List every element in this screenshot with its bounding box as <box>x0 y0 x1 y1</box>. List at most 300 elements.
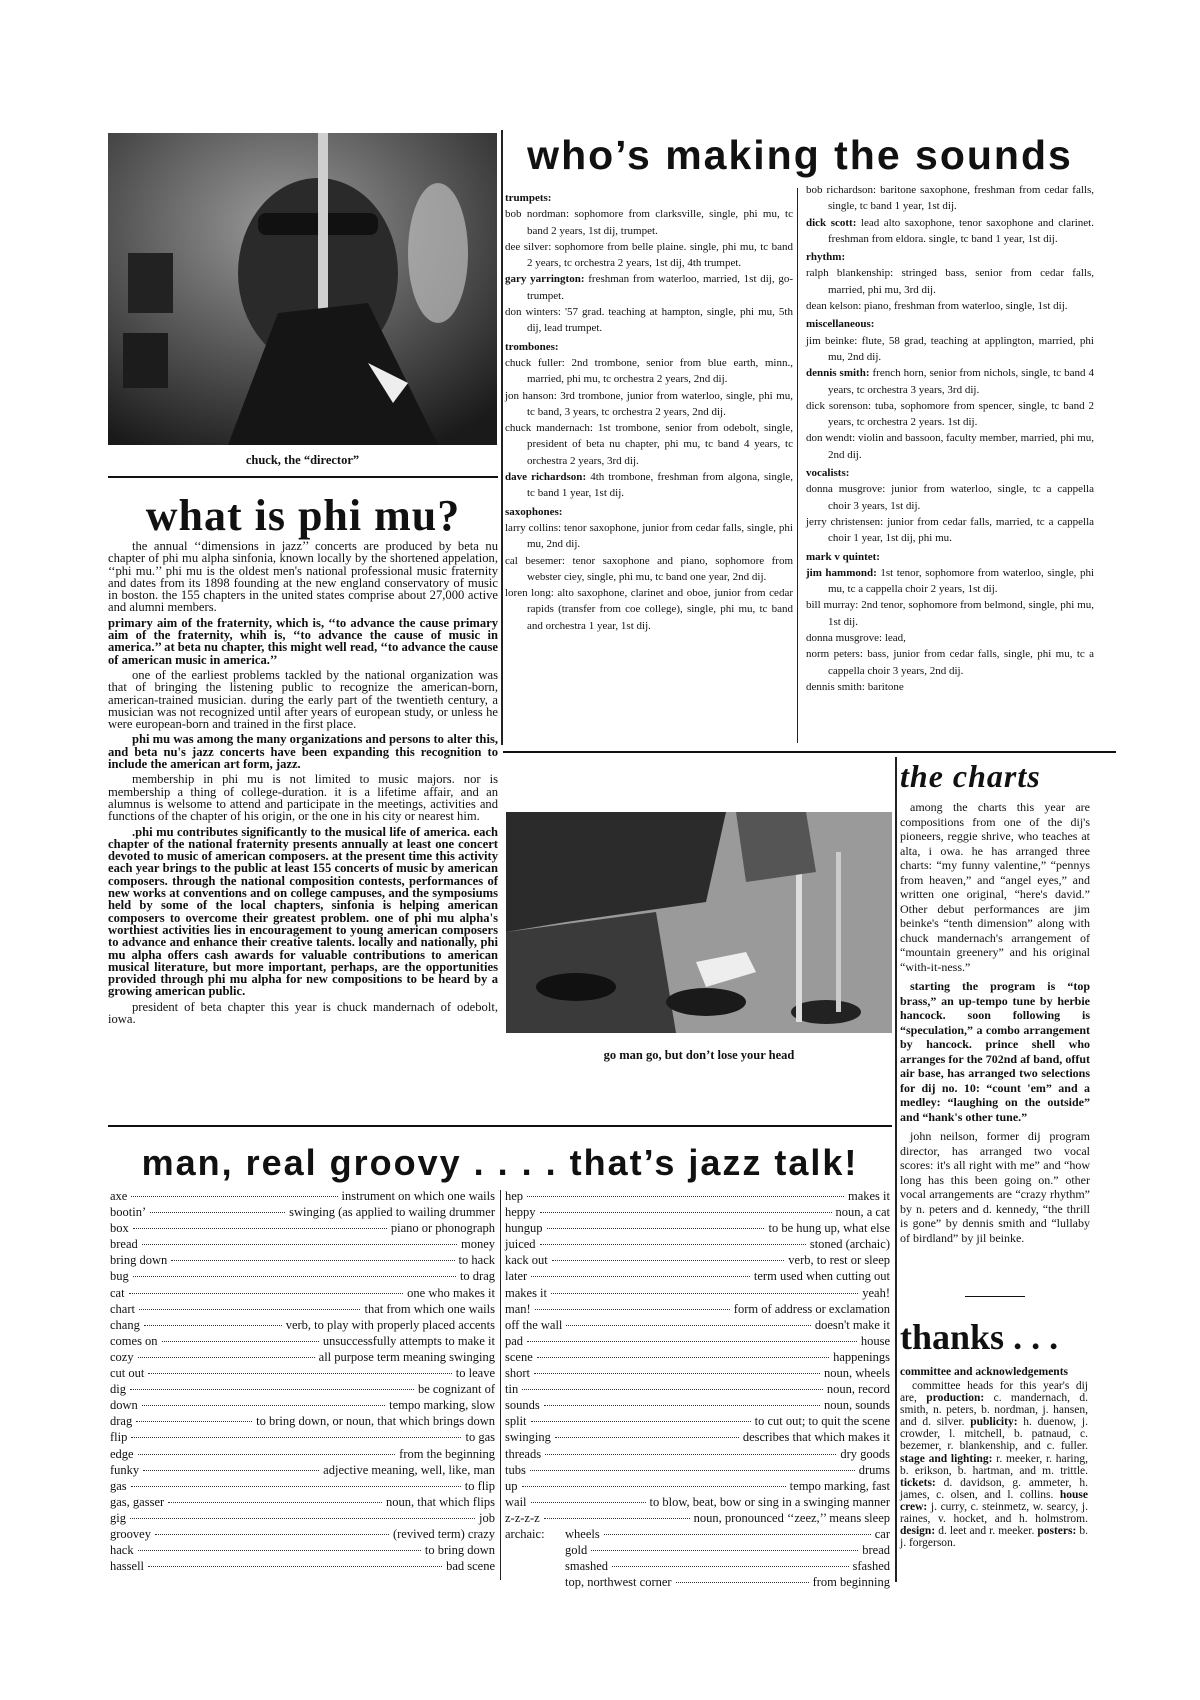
member-name: jerry christensen <box>806 515 881 528</box>
paragraph: phi mu was among the many organizations and persons to alter this, and beta nu's jazz concerts have been expanding this recognition to include the american art form, jazz. <box>108 732 498 772</box>
glossary-definition: house <box>860 1333 890 1348</box>
dot-leader <box>139 1309 360 1310</box>
colon: : <box>852 216 861 229</box>
glossary-term: swinging <box>505 1430 551 1445</box>
dot-leader <box>138 1454 396 1455</box>
glossary-term: man! <box>505 1301 531 1316</box>
roster-column-1 <box>505 188 793 634</box>
roster-section-heading: rhythm: <box>806 251 846 264</box>
glossary-term: dig <box>110 1382 126 1397</box>
roster-section-heading: trombones: <box>505 340 559 353</box>
glossary-row <box>505 1236 890 1252</box>
glossary-definition: to hack <box>458 1253 495 1268</box>
glossary-definition: noun, sounds <box>824 1398 890 1413</box>
glossary-term: drag <box>110 1414 133 1429</box>
glossary-row <box>505 1252 890 1268</box>
colon: : <box>873 566 881 579</box>
paragraph: .phi mu contributes significantly to the musical life of america. each chapter of the national fraternity presents annually at least one concert devoted to music of american composers. at the present time this activity each year brings to the public at least 155 concerts of music by american composers. through the national composition contests, performances of new works at conventions and on college campuses, and the symposiums held by some of the local chapters, sinfonia is helping american composers to overcome their greatest problem. one of phi mu alpha's worthiest activities lies in encouragement to young american composers to advance and enhance their creative talents. locally and nationally, phi mu alpha offers cash awards for valuable contributions to american musical literature, but more important, perhaps, are the opportunities provided through phi mu alpha for new compositions to be heard by a growing american public. <box>108 824 498 999</box>
glossary-term: short <box>505 1366 530 1381</box>
dot-leader <box>144 1325 282 1326</box>
dot-leader <box>531 1276 750 1277</box>
dot-leader <box>138 1550 421 1551</box>
member-name: jim beinke <box>806 334 855 347</box>
glossary-term: scene <box>505 1349 533 1364</box>
column-divider <box>895 757 897 1582</box>
member-name: bill murray <box>806 599 856 612</box>
archaic-label: archaic: <box>505 1526 545 1541</box>
glossary-term: smashed <box>565 1559 609 1574</box>
dot-leader <box>143 1470 319 1471</box>
dot-leader <box>612 1566 848 1567</box>
colon: : <box>852 432 859 445</box>
colon: : <box>879 632 885 645</box>
glossary-term: split <box>505 1414 527 1429</box>
member-name: dennis smith <box>806 367 866 380</box>
colon: : <box>558 521 564 534</box>
glossary-definition: to blow, beat, bow or sing in a swinging manner <box>649 1494 890 1509</box>
glossary-row <box>110 1446 495 1462</box>
glossary-row <box>505 1558 890 1574</box>
column-divider <box>500 1190 501 1580</box>
glossary-definition: noun, that which flips <box>385 1494 495 1509</box>
dot-leader <box>527 1341 857 1342</box>
glossary-term: hep <box>505 1189 524 1203</box>
glossary-row <box>505 1301 890 1317</box>
member-name: loren long <box>505 587 551 600</box>
glossary-definition: car <box>874 1526 890 1541</box>
roster-entry <box>806 646 1094 679</box>
glossary-term: cozy <box>110 1349 134 1364</box>
member-name: bob richardson <box>806 184 873 196</box>
dot-leader <box>136 1421 252 1422</box>
roster-entry <box>505 469 793 502</box>
thanks-committee-label: production: <box>926 1392 994 1405</box>
dot-leader <box>155 1534 389 1535</box>
dot-leader <box>551 1293 858 1294</box>
glossary-definition: bread <box>862 1543 890 1558</box>
roster-entry <box>505 206 793 239</box>
dot-leader <box>540 1244 806 1245</box>
glossary-term: cut out <box>110 1366 145 1381</box>
glossary-definition: from the beginning <box>399 1446 495 1461</box>
colon: : <box>589 422 598 435</box>
dot-leader <box>522 1389 823 1390</box>
glossary-term: up <box>505 1478 518 1493</box>
thanks-names: d. leet and r. meeker. <box>938 1525 1038 1538</box>
glossary-definition: to bring down, or noun, that which brings down <box>256 1414 495 1429</box>
glossary-row <box>505 1381 890 1397</box>
glossary-definition: that from which one wails <box>364 1301 495 1316</box>
dot-leader <box>130 1518 475 1519</box>
glossary-definition: all purpose term meaning swinging <box>318 1349 495 1364</box>
column-divider <box>501 130 503 745</box>
roster-entry <box>806 182 1094 215</box>
paragraph: one of the earliest problems tackled by the national organization was that of bringing the listening public to recognize the american-born, american-trained musician. during the early part of the twentieth century, a musician was not recognized until after years of european study, or unless he were european-born and trained in the first place. <box>108 667 498 732</box>
glossary-row <box>505 1317 890 1333</box>
glossary-definition: unsuccessfully attempts to make it <box>322 1333 495 1348</box>
glossary-row <box>110 1558 495 1574</box>
colon: : <box>859 648 868 661</box>
dot-leader <box>527 1196 844 1197</box>
colon: : <box>854 334 862 347</box>
glossary-term: juiced <box>505 1237 536 1252</box>
divider <box>108 476 498 478</box>
glossary-term: bug <box>110 1269 129 1284</box>
member-details: 1st trombone, senior from odebolt, single, president of beta nu chapter, phi mu, tc band 4 years, tc orchestra 2 years, 3rd dij. <box>527 422 793 467</box>
member-name: cal besemer <box>505 554 562 567</box>
roster-section-heading: mark v quintet: <box>806 550 880 563</box>
member-name: don wendt <box>806 432 853 445</box>
glossary-definition: job <box>479 1510 495 1525</box>
glossary-term: wail <box>505 1494 527 1509</box>
colon: : <box>561 356 572 369</box>
colon: : <box>880 515 888 528</box>
member-details: lead alto saxophone, tenor saxophone and clarinet. freshman from eldora. single, tc band 1 year, 1st dij. <box>828 216 1094 245</box>
glossary-term: sounds <box>505 1398 540 1413</box>
member-details: 1st tenor, sophomore from waterloo, single, phi mu, tc a cappella choir 2 years, 1st dij. <box>828 566 1094 596</box>
dot-leader <box>547 1228 765 1229</box>
roster-section-heading: vocalists: <box>806 467 850 480</box>
colon: : <box>561 554 573 567</box>
colon: : <box>580 273 589 286</box>
thanks-names: committee heads for this year's dij are, <box>900 1380 1088 1405</box>
roster-entry <box>505 520 793 553</box>
roster-entry <box>806 565 1094 598</box>
thanks-names: b. j. forgerson. <box>900 1525 1088 1550</box>
glossary-definition: swinging (as applied to wailing drummer <box>289 1205 495 1220</box>
member-name: donna musgrove <box>806 483 883 496</box>
glossary-row <box>110 1510 495 1526</box>
glossary-definition: to bring down <box>424 1543 495 1558</box>
glossary-row <box>110 1526 495 1542</box>
glossary-row <box>110 1285 495 1301</box>
dot-leader <box>531 1421 751 1422</box>
glossary-term: kack out <box>505 1253 548 1268</box>
glossary-definition: describes that which makes it <box>742 1430 890 1445</box>
glossary-term: gas, gasser <box>110 1494 165 1509</box>
glossary-row <box>110 1494 495 1510</box>
glossary-definition: drums <box>858 1462 890 1477</box>
dot-leader <box>138 1357 315 1358</box>
glossary-definition: one who makes it <box>407 1285 495 1300</box>
dot-leader <box>537 1357 829 1358</box>
member-details: 3rd trombone, junior from waterloo, single, phi mu, tc band, 3 years, tc orchestra 2 years, 2nd dij. <box>527 389 793 418</box>
glossary-row <box>505 1397 890 1413</box>
dot-leader <box>171 1260 454 1261</box>
dot-leader <box>142 1405 385 1406</box>
dot-leader <box>545 1454 836 1455</box>
thanks-committee-label: house crew: <box>900 1488 1088 1513</box>
paragraph: john neilson, former dij program director, has arranged two vocal scores: it's all right with me” and “how long has this been going on.” other vocal arrangements are “crazy rhythm” by n. peters and d. kennedy, “the thrill is gone” by dennis smith and “lullaby of birdland” by jil beinke. <box>900 1129 1090 1245</box>
glossary-definition: piano or phonograph <box>390 1221 495 1236</box>
member-name: dick scott <box>806 216 853 229</box>
glossary-row <box>110 1478 495 1494</box>
colon: : <box>582 471 591 484</box>
thanks-committee-label: tickets: <box>900 1476 944 1489</box>
glossary-row <box>505 1285 890 1301</box>
roster-entry <box>806 630 1094 646</box>
roster-column-2 <box>806 182 1094 695</box>
glossary-row <box>505 1542 890 1558</box>
glossary-definition: to gas <box>465 1430 495 1445</box>
glossary-row <box>110 1349 495 1365</box>
member-name: dean kelson <box>806 300 859 313</box>
member-name: bob nordman <box>505 208 566 221</box>
glossary-definition: form of address or exclamation <box>733 1301 890 1316</box>
colon: : <box>867 399 875 412</box>
thanks-committee-label: posters: <box>1037 1525 1080 1538</box>
glossary-term: hassell <box>110 1559 145 1574</box>
glossary-column-1 <box>110 1188 495 1574</box>
glossary-row <box>110 1413 495 1429</box>
dot-leader <box>534 1373 820 1374</box>
roster-entry <box>806 333 1094 366</box>
glossary-row <box>110 1188 495 1204</box>
colon: : <box>565 208 575 221</box>
photo1-caption: chuck, the “director” <box>245 453 360 467</box>
colon: : <box>890 267 902 280</box>
glossary-row <box>110 1429 495 1445</box>
member-name: norm peters <box>806 648 860 661</box>
glossary-definition: tempo marking, slow <box>389 1398 495 1413</box>
member-name: dennis smith <box>806 680 862 693</box>
glossary-row <box>110 1204 495 1220</box>
member-details: junior from cedar falls, married, tc a cappella choir 1 year, 1st dij, phi mu. <box>828 515 1095 545</box>
glossary-row <box>505 1268 890 1284</box>
member-name: don winters <box>505 306 558 319</box>
glossary-definition: adjective meaning, well, like, man <box>323 1462 495 1477</box>
glossary-row <box>505 1429 890 1445</box>
roster-title: who’s making the sounds <box>527 132 1073 178</box>
glossary-definition: (revived term) crazy <box>392 1526 495 1541</box>
member-details: '57 grad. teaching at hampton, single, phi mu, 5th dij, lead trumpet. <box>527 306 793 335</box>
glossary-term: hungup <box>505 1221 543 1236</box>
dot-leader <box>150 1212 285 1213</box>
photo-chuck-director <box>108 133 497 445</box>
roster-entry <box>806 514 1094 547</box>
dot-leader <box>148 1566 442 1567</box>
glossary-definition: money <box>460 1237 495 1252</box>
dot-leader <box>131 1196 337 1197</box>
dot-leader <box>530 1470 855 1471</box>
member-name: donna musgrove <box>806 632 880 645</box>
member-details: freshman from waterloo, married, 1st dij, go-trumpet. <box>527 273 794 302</box>
glossary-definition: to flip <box>464 1478 495 1493</box>
colon: : <box>861 680 868 693</box>
glossary-row <box>110 1268 495 1284</box>
member-details: sophomore from clarksville, single, phi mu, tc band 2 years, 1st dij, trumpet. <box>527 208 793 237</box>
glossary-row <box>505 1349 890 1365</box>
glossary-title: man, real groovy . . . . that’s jazz talk! <box>141 1142 859 1183</box>
glossary-term: flip <box>110 1430 128 1445</box>
member-details: bass, junior from cedar falls, single, phi mu, tc a cappella choir 3 years, 2nd dij. <box>828 648 1095 677</box>
roster-entry <box>806 298 1094 314</box>
dot-leader <box>130 1389 414 1390</box>
glossary-term: chart <box>110 1301 135 1316</box>
glossary-definition: verb, to play with properly placed accents <box>285 1317 495 1332</box>
member-details: tenor saxophone, junior from cedar falls, single, phi mu, 2nd dij. <box>527 521 793 551</box>
phimu-article <box>108 540 498 1028</box>
glossary-term: axe <box>110 1189 128 1203</box>
glossary-term: box <box>110 1221 129 1236</box>
member-details: french horn, senior from nichols, single, tc band 4 years, tc orchestra 3 years, 3rd dij. <box>828 367 1095 396</box>
paragraph: among the charts this year are compositions from one of the dij's pioneers, reggie shrive, who teaches at alta, i owa. he has arranged three charts: “my funny valentine,” “pennys from heaven,” and “angel eyes,” and written one original, “here's david.” Other debut performances are jim beinke's “tenth dimension” along with chuck mandernach's arrangement of “mountain greenery” and his original “with-it-ness.” <box>900 800 1090 974</box>
thanks-names: j. curry, c. steinmetz, w. searcy, j. raines, v. hocket, and h. holmstrom. <box>900 1500 1088 1526</box>
charts-title: the charts <box>900 758 1041 794</box>
glossary-definition: be cognizant of <box>417 1382 495 1397</box>
member-details: stringed bass, senior from cedar falls, married, phi mu, 3rd dij. <box>828 267 1094 296</box>
glossary-definition: noun, pronounced ‘‘zeez,’’ means sleep <box>693 1510 890 1525</box>
glossary-term: hack <box>110 1543 134 1558</box>
glossary-row <box>505 1510 890 1526</box>
dot-leader <box>162 1341 319 1342</box>
roster-entry <box>505 388 793 421</box>
member-details: sophomore from belle plaine. single, phi mu, tc band 2 years, tc orchestra 2 years, 1st dij, 4th trumpet. <box>527 240 793 270</box>
glossary-definition: dry goods <box>840 1446 890 1461</box>
glossary-term: cat <box>110 1285 125 1300</box>
glossary-row <box>110 1220 495 1236</box>
roster-entry <box>505 585 793 634</box>
dot-leader <box>544 1405 820 1406</box>
divider <box>503 751 1116 753</box>
thanks-committee-label: design: <box>900 1525 939 1538</box>
glossary-row <box>505 1333 890 1349</box>
glossary-definition: verb, to rest or sleep <box>788 1253 890 1268</box>
glossary-row <box>505 1574 890 1590</box>
glossary-row <box>110 1317 495 1333</box>
dot-leader <box>531 1502 646 1503</box>
glossary-term: threads <box>505 1446 542 1461</box>
member-details: 2nd tenor, sophomore from belmond, single, phi mu, 1st dij. <box>828 599 1095 628</box>
column-divider <box>797 188 798 743</box>
glossary-row <box>505 1365 890 1381</box>
paragraph: president of beta chapter this year is chuck mandernach of odebolt, iowa. <box>108 999 498 1026</box>
member-details: flute, 58 grad, teaching at applington, married, phi mu, 2nd dij. <box>828 334 1094 363</box>
glossary-row <box>505 1526 890 1542</box>
glossary-term: funky <box>110 1462 140 1477</box>
dot-leader <box>129 1293 404 1294</box>
glossary-term: pad <box>505 1333 524 1348</box>
member-name: jon hanson <box>505 389 554 402</box>
thanks-names: c. mandernach, d. smith, n. peters, b. nordman, j. hansen, and d. silver. <box>900 1392 1088 1429</box>
glossary-row <box>110 1397 495 1413</box>
glossary-definition: from beginning <box>812 1575 890 1590</box>
glossary-column-2 <box>505 1188 890 1590</box>
member-details: alto saxophone, clarinet and oboe, junior from cedar rapids (transfer from coe college), single, phi mu, tc band and orchestra 1 year, 1st dij. <box>527 587 793 632</box>
thanks-committee-label: publicity: <box>970 1416 1024 1429</box>
glossary-row <box>110 1236 495 1252</box>
dot-leader <box>168 1502 382 1503</box>
roster-entry <box>505 420 793 469</box>
colon: : <box>865 367 873 380</box>
glossary-term: heppy <box>505 1205 536 1220</box>
roster-entry <box>806 679 1094 695</box>
roster-entry <box>505 553 793 586</box>
glossary-term: gig <box>110 1510 126 1525</box>
member-details: piano, freshman from waterloo, single, 1st dij. <box>864 300 1068 313</box>
glossary-term: groovey <box>110 1526 151 1541</box>
thanks-names: h. duenow, j. crowder, l. mitchell, b. patnaud, c. bezemer, r. blankenship, and c. fuller. <box>900 1416 1088 1453</box>
roster-entry <box>806 398 1094 431</box>
glossary-definition: term used when cutting out <box>753 1269 890 1284</box>
thanks-committee-label: stage and lighting: <box>900 1452 997 1465</box>
colon: : <box>550 587 558 600</box>
roster-section-heading: trumpets: <box>505 192 552 204</box>
colon: : <box>872 184 881 196</box>
glossary-term: edge <box>110 1446 134 1461</box>
glossary-definition: bad scene <box>446 1559 495 1574</box>
glossary-definition: makes it <box>847 1189 890 1203</box>
thanks-title: thanks . . . <box>900 1317 1059 1357</box>
dot-leader <box>591 1550 858 1551</box>
member-details: junior from waterloo, single, tc a cappella choir 3 years, 1st dij. <box>828 483 1094 512</box>
glossary-definition: doesn't make it <box>814 1317 890 1332</box>
glossary-definition: sfashed <box>852 1559 890 1574</box>
glossary-row <box>505 1204 890 1220</box>
glossary-term: wheels <box>565 1526 600 1541</box>
glossary-row <box>110 1381 495 1397</box>
glossary-term: chang <box>110 1317 140 1332</box>
glossary-definition: noun, wheels <box>824 1366 890 1381</box>
glossary-row <box>505 1413 890 1429</box>
member-details: 4th trombone, freshman from algona, single, tc band 1 year, 1st dij. <box>527 471 794 500</box>
glossary-term: later <box>505 1269 528 1284</box>
colon: : <box>882 483 892 496</box>
phimu-title: what is phi mu? <box>145 491 461 540</box>
roster-entry <box>806 430 1094 463</box>
dot-leader <box>552 1260 785 1261</box>
dot-leader <box>604 1534 871 1535</box>
roster-section-heading: saxophones: <box>505 505 563 518</box>
glossary-term: tubs <box>505 1462 526 1477</box>
photo2-caption: go man go, but don’t lose your head <box>603 1048 795 1062</box>
glossary-definition: yeah! <box>862 1285 890 1300</box>
member-name: dave richardson <box>505 471 583 484</box>
roster-section-heading: miscellaneous: <box>806 318 875 331</box>
glossary-term: z-z-z-z <box>505 1510 540 1525</box>
glossary-term: off the wall <box>505 1317 563 1332</box>
paragraph: membership in phi mu is not limited to music majors. nor is membership a thing of college-duration. it is a lifetime affair, and an alumnus is welsome to attend and participate in the meetings, activities and functions of the chapter of his origin, or the one in his city or nearest him. <box>108 772 498 824</box>
thanks-article <box>900 1380 1088 1549</box>
glossary-row <box>110 1542 495 1558</box>
glossary-term: tin <box>505 1382 519 1397</box>
charts-article <box>900 800 1090 1250</box>
glossary-row <box>505 1220 890 1236</box>
dot-leader <box>131 1486 461 1487</box>
glossary-term: down <box>110 1398 138 1413</box>
dot-leader <box>133 1228 387 1229</box>
member-details: violin and bassoon, faculty member, married, phi mu, 2nd dij. <box>828 432 1094 461</box>
dot-leader <box>535 1309 730 1310</box>
glossary-row <box>110 1333 495 1349</box>
thanks-names: d. davidson, g. ammeter, h. james, c. olsen, and l. collins. <box>900 1476 1089 1501</box>
colon: : <box>548 240 555 253</box>
colon: : <box>858 300 865 313</box>
glossary-term: bring down <box>110 1253 168 1268</box>
member-details: baritone <box>867 680 904 693</box>
glossary-definition: to leave <box>455 1366 495 1381</box>
dot-leader <box>522 1486 786 1487</box>
member-details: tenor saxophone and piano, sophomore from webster ciey, single, phi mu, tc band one year, 2nd dij. <box>527 554 794 583</box>
glossary-definition: to drag <box>459 1269 495 1284</box>
paragraph: the annual ‘‘dimensions in jazz’’ concerts are produced by beta nu chapter of phi mu alpha sinfonia, known locally by the shortened appelation, ‘‘phi mu.’’ phi mu is the oldest men's national professional music fraternity and dates from its 1898 founding at the new england conservatory of music in boston. the 155 chapters in the united states comprise about 27,000 active and alumni members. <box>108 539 498 615</box>
glossary-definition: instrument on which one wails <box>341 1189 495 1203</box>
roster-entry <box>806 215 1094 248</box>
member-name: chuck fuller <box>505 356 562 369</box>
glossary-term: makes it <box>505 1285 548 1300</box>
member-details: tuba, sophomore from spencer, single, tc band 2 years, tc orchestra 2 years. 1st dij. <box>828 399 1095 429</box>
glossary-row <box>110 1252 495 1268</box>
